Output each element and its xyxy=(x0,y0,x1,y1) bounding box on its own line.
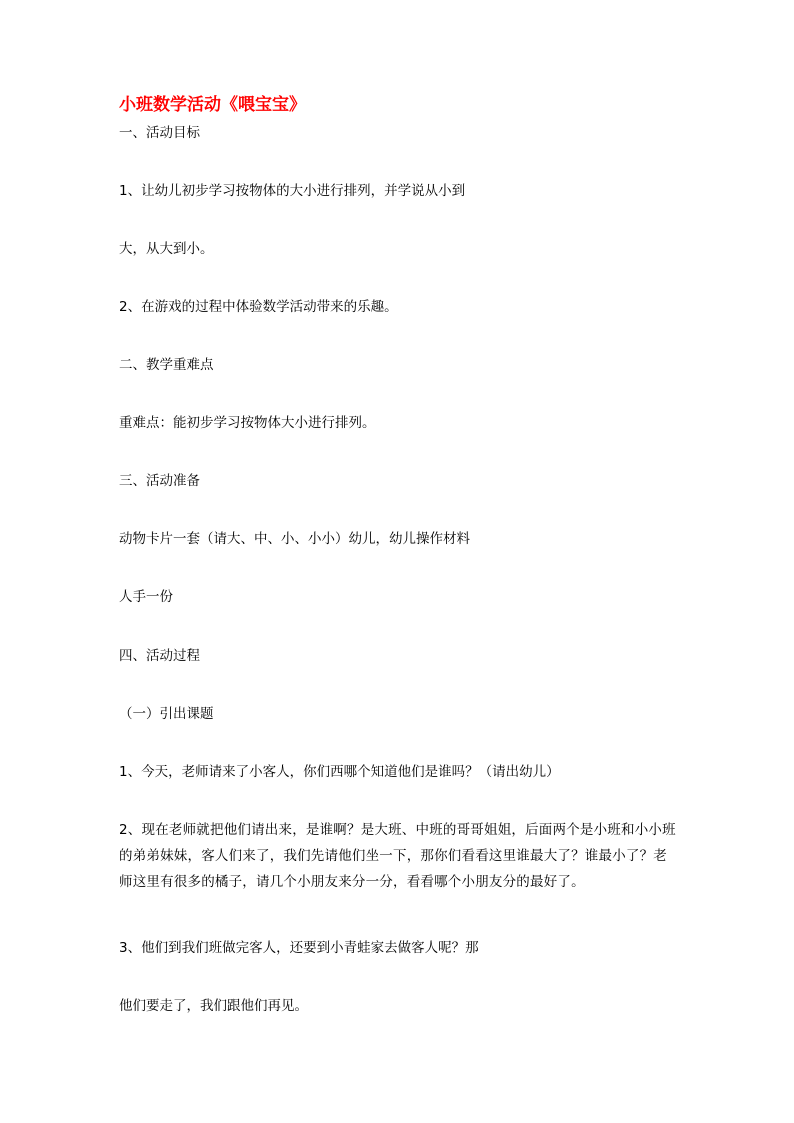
document-title: 小班数学活动《喂宝宝》 xyxy=(119,95,306,115)
paragraph-preparation: 动物卡片一套（请大、中、小、小小）幼儿，幼儿操作材料 xyxy=(119,531,470,547)
section-heading-preparation: 三、活动准备 xyxy=(119,473,200,489)
section-heading-goals: 一、活动目标 xyxy=(119,125,200,141)
paragraph-goal-1: 1、让幼儿初步学习按物体的大小进行排列，并学说从小到 xyxy=(119,183,466,199)
paragraph-process-1: 1、今天，老师请来了小客人，你们西哪个知道他们是谁吗？（请出幼儿） xyxy=(119,764,560,780)
subsection-heading-intro: （一）引出课题 xyxy=(119,706,214,722)
paragraph-process-2: 2、现在老师就把他们请出来，是谁啊？是大班、中班的哥哥姐姐，后面两个是小班和小小班的弟弟妹妹，客人们来了，我们先请他们坐一下，那你们看看这里谁最大了？谁最小了？老师这里有很多的橘子，请几个小朋友来分一分，看看哪个小朋友分的最好了。 xyxy=(119,822,676,890)
paragraph-preparation-cont: 人手一份 xyxy=(119,589,173,605)
paragraph-goal-1-cont: 大，从大到小。 xyxy=(119,241,214,257)
paragraph-process-3-cont: 他们要走了，我们跟他们再见。 xyxy=(119,998,308,1014)
paragraph-key-points: 重难点：能初步学习按物体大小进行排列。 xyxy=(119,415,376,431)
section-heading-process: 四、活动过程 xyxy=(119,648,200,664)
paragraph-process-3: 3、他们到我们班做完客人，还要到小青蛙家去做客人呢？那 xyxy=(119,940,479,956)
paragraph-goal-2: 2、在游戏的过程中体验数学活动带来的乐趣。 xyxy=(119,299,398,315)
section-heading-key-points: 二、教学重难点 xyxy=(119,357,214,373)
